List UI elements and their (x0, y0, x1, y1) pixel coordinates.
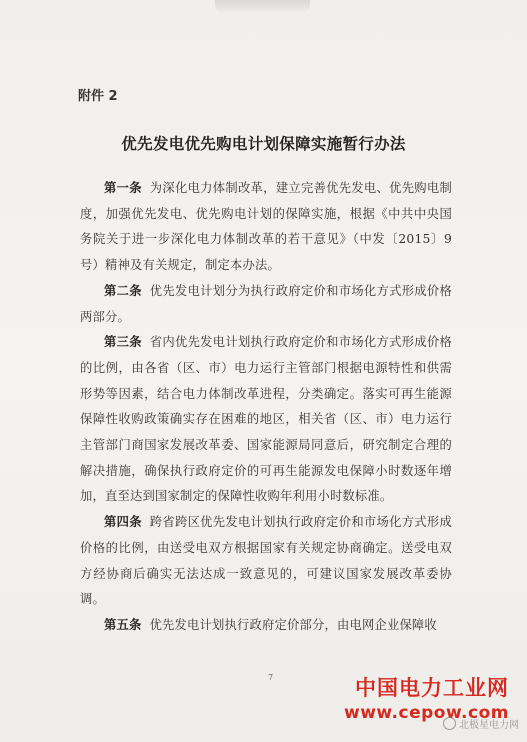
scan-shadow (215, 0, 310, 14)
attachment-label: 附件 2 (78, 89, 118, 104)
article-5-text: 优先发电计划执行政府定价部分，由电网企业保障收 (149, 617, 437, 632)
article-4-text: 跨省跨区优先发电计划执行政府定价和市场化方式形成价格的比例，由送受电双方根据国家有关规定协商确定。送受电双方经协商后确实无法达成一致意见的，可建议国家发展改革委协调。 (80, 515, 452, 607)
article-2-label: 第二条 (104, 283, 142, 298)
article-2 (80, 279, 452, 330)
page-number: 7 (268, 673, 274, 682)
article-2-text: 优先发电计划分为执行政府定价和市场化方式形成价格两部分。 (80, 283, 452, 324)
article-3 (80, 330, 452, 510)
document-title: 优先发电优先购电计划保障实施暂行办法 (121, 135, 406, 153)
watermark-url: www.cepow.com (344, 703, 509, 723)
article-3-label: 第三条 (104, 335, 142, 350)
watermark-small (443, 716, 519, 731)
article-1-text: 为深化电力体制改革，建立完善优先发电、优先购电制度，加强优先发电、优先购电计划的保障实施，根据《中共中央国务院关于进一步深化电力体制改革的若干意见》（中发〔2015〕9号）精神及有关规定，制定本办法。 (80, 181, 452, 273)
article-3-text: 省内优先发电计划执行政府定价和市场化方式形成价格的比例，由各省（区、市）电力运行主管部门根据电源特性和供需形势等因素，结合电力体制改革进程，分类确定。落实可再生能源保障性收购政策确实存在困难的地区，相关省（区、市）电力运行主管部门商国家发展改革委、国家能源局同意后，研究制定合理的解决措施，确保执行政府定价的可再生能源发电保障小时数逐年增加，直至达到国家制定的保障性收购年利用小时数标准。 (80, 335, 452, 504)
article-4-label: 第四条 (104, 515, 142, 530)
document-body (80, 176, 452, 639)
watermark-logo-icon (443, 717, 456, 730)
article-5 (80, 613, 452, 639)
article-1 (80, 176, 452, 279)
article-4 (80, 510, 452, 613)
watermark-site-name: 中国电力工业网 (355, 676, 509, 700)
watermark-small-text: 北极星电力网 (459, 720, 519, 731)
article-5-label: 第五条 (104, 617, 142, 632)
article-1-label: 第一条 (104, 181, 142, 195)
